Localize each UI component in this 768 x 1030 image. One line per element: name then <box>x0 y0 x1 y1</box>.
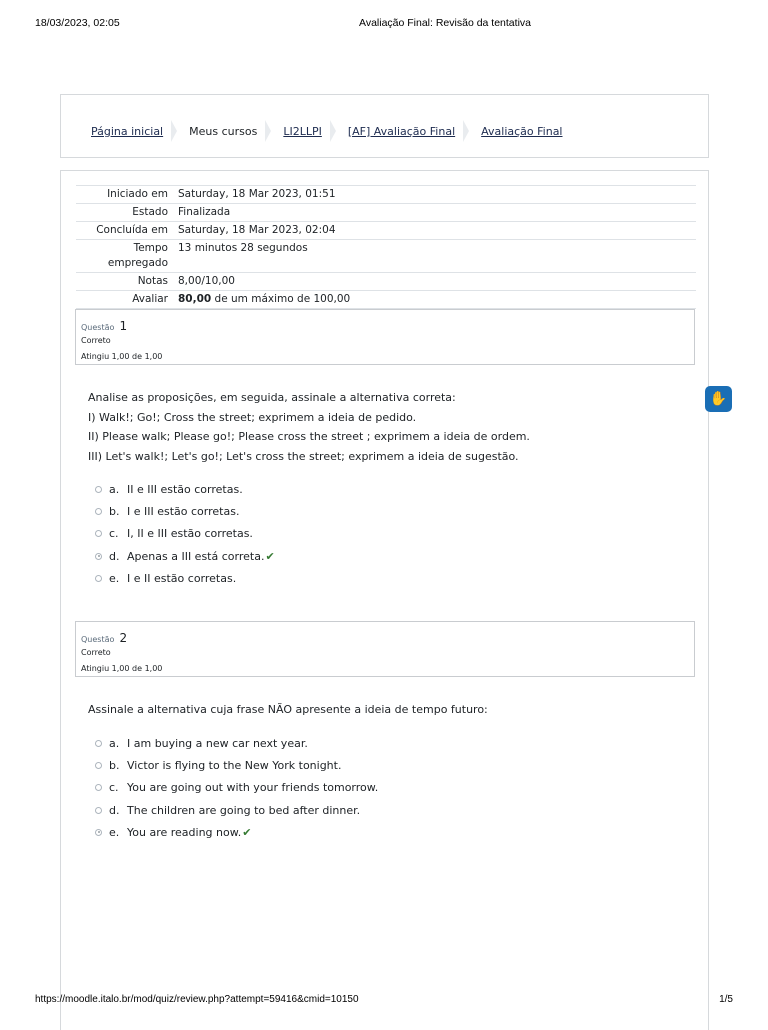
summary-value: Saturday, 18 Mar 2023, 01:51 <box>173 186 696 204</box>
check-icon: ✔ <box>242 825 252 839</box>
option-letter: c. <box>109 527 119 541</box>
summary-label: Estado <box>76 204 173 222</box>
option-letter: e. <box>109 571 120 585</box>
option-letter: a. <box>109 736 120 750</box>
radio-button[interactable] <box>95 575 102 582</box>
breadcrumb-separator <box>463 120 469 142</box>
radio-button[interactable] <box>95 486 102 493</box>
option-text: Apenas a III está correta. <box>127 549 265 563</box>
question-number: 1 <box>119 319 128 333</box>
breadcrumb-course-link[interactable]: LI2LLPI <box>283 124 322 138</box>
question-text-line: Analise as proposições, em seguida, assinale a alternativa correta: <box>88 391 456 404</box>
grade-max: de um máximo de 100,00 <box>211 293 351 305</box>
print-footer <box>0 994 768 1008</box>
breadcrumb-section-link[interactable]: [AF] Avaliação Final <box>347 124 456 138</box>
summary-value: 8,00/10,00 <box>173 273 696 291</box>
answer-option-selected[interactable] <box>95 821 378 843</box>
breadcrumb-home-link[interactable]: Página inicial <box>91 124 164 138</box>
question-label: Questão <box>81 635 115 644</box>
summary-row-time <box>76 240 696 273</box>
summary-row-started <box>76 186 696 204</box>
option-text: I e III estão corretas. <box>127 504 240 518</box>
answer-option[interactable] <box>95 777 378 799</box>
answer-option[interactable] <box>95 567 275 589</box>
summary-label: Concluída em <box>76 222 173 240</box>
option-text: You are going out with your friends tomorrow. <box>127 781 379 795</box>
question-grade: Atingiu 1,00 de 1,00 <box>81 664 163 673</box>
answer-option[interactable] <box>95 732 378 754</box>
question-text-line: I) Walk!; Go!; Cross the street; exprimem a ideia de pedido. <box>88 410 417 424</box>
option-text: Victor is flying to the New York tonight. <box>127 758 342 772</box>
radio-button-checked[interactable] <box>95 829 102 836</box>
attempt-summary-table <box>76 185 696 309</box>
answer-option[interactable] <box>95 500 275 522</box>
print-page-number: 1/5 <box>719 994 733 1005</box>
breadcrumb <box>91 120 563 142</box>
breadcrumb-container <box>60 94 709 158</box>
option-letter: a. <box>109 482 120 496</box>
summary-row-grade <box>76 291 696 309</box>
radio-button[interactable] <box>95 530 102 537</box>
summary-row-marks <box>76 273 696 291</box>
print-title: Avaliação Final: Revisão da tentativa <box>359 17 531 29</box>
summary-value: Finalizada <box>173 204 696 222</box>
question-text-line: III) Let's walk!; Let's go!; Let's cross the street; exprimem a ideia de sugestão. <box>88 449 519 463</box>
radio-button[interactable] <box>95 784 102 791</box>
question-number: 2 <box>119 631 128 645</box>
question-text-line: II) Please walk; Please go!; Please cross the street ; exprimem a ideia de ordem. <box>88 430 530 443</box>
radio-button-checked[interactable] <box>95 553 102 560</box>
question-info-2 <box>75 621 695 677</box>
accessibility-button[interactable] <box>705 386 732 412</box>
question-state: Correto <box>81 648 111 657</box>
question-text-1 <box>88 388 530 466</box>
summary-label: Tempo empregado <box>76 240 173 273</box>
print-url: https://moodle.italo.br/mod/quiz/review.php?attempt=59416&cmid=10150 <box>35 994 359 1005</box>
main-content <box>60 170 709 1030</box>
option-letter: b. <box>109 758 120 772</box>
print-header <box>0 17 768 31</box>
option-text: II e III estão corretas. <box>127 482 243 496</box>
question-state: Correto <box>81 336 111 345</box>
option-text: I, II e III estão corretas. <box>127 527 253 541</box>
question-text-2 <box>88 700 488 720</box>
radio-button[interactable] <box>95 762 102 769</box>
grade-score: 80,00 <box>178 293 212 305</box>
summary-label: Avaliar <box>76 291 173 309</box>
summary-label: Notas <box>76 273 173 291</box>
check-icon: ✔ <box>265 549 275 563</box>
breadcrumb-quiz-link[interactable]: Avaliação Final <box>481 124 563 138</box>
answer-option[interactable] <box>95 523 275 545</box>
breadcrumb-my-courses: Meus cursos <box>189 124 258 138</box>
summary-value: Saturday, 18 Mar 2023, 02:04 <box>173 222 696 240</box>
question-info-1 <box>75 309 695 365</box>
sign-language-icon: ✋ <box>709 391 728 407</box>
print-datetime: 18/03/2023, 02:05 <box>35 17 120 29</box>
option-text: I am buying a new car next year. <box>127 736 308 750</box>
option-letter: d. <box>109 803 120 817</box>
question-text-line: Assinale a alternativa cuja frase NÃO apresente a ideia de tempo futuro: <box>88 703 488 716</box>
option-text: The children are going to bed after dinner. <box>127 803 361 817</box>
option-letter: b. <box>109 504 120 518</box>
option-text: You are reading now. <box>127 825 242 839</box>
option-letter: c. <box>109 781 119 795</box>
answer-option[interactable] <box>95 754 378 776</box>
answer-option[interactable] <box>95 799 378 821</box>
radio-button[interactable] <box>95 807 102 814</box>
summary-row-state <box>76 204 696 222</box>
summary-value: 13 minutos 28 segundos <box>173 240 696 273</box>
question-grade: Atingiu 1,00 de 1,00 <box>81 352 163 361</box>
breadcrumb-separator <box>171 120 177 142</box>
option-letter: e. <box>109 825 120 839</box>
answer-option[interactable] <box>95 478 275 500</box>
summary-label: Iniciado em <box>76 186 173 204</box>
answer-list-1 <box>95 478 275 589</box>
breadcrumb-separator <box>265 120 271 142</box>
summary-value <box>173 291 696 309</box>
option-text: I e II estão corretas. <box>127 571 237 585</box>
summary-row-completed <box>76 222 696 240</box>
radio-button[interactable] <box>95 508 102 515</box>
radio-button[interactable] <box>95 740 102 747</box>
answer-list-2 <box>95 732 378 843</box>
answer-option-selected[interactable] <box>95 545 275 567</box>
breadcrumb-separator <box>330 120 336 142</box>
question-label: Questão <box>81 323 115 332</box>
option-letter: d. <box>109 549 120 563</box>
